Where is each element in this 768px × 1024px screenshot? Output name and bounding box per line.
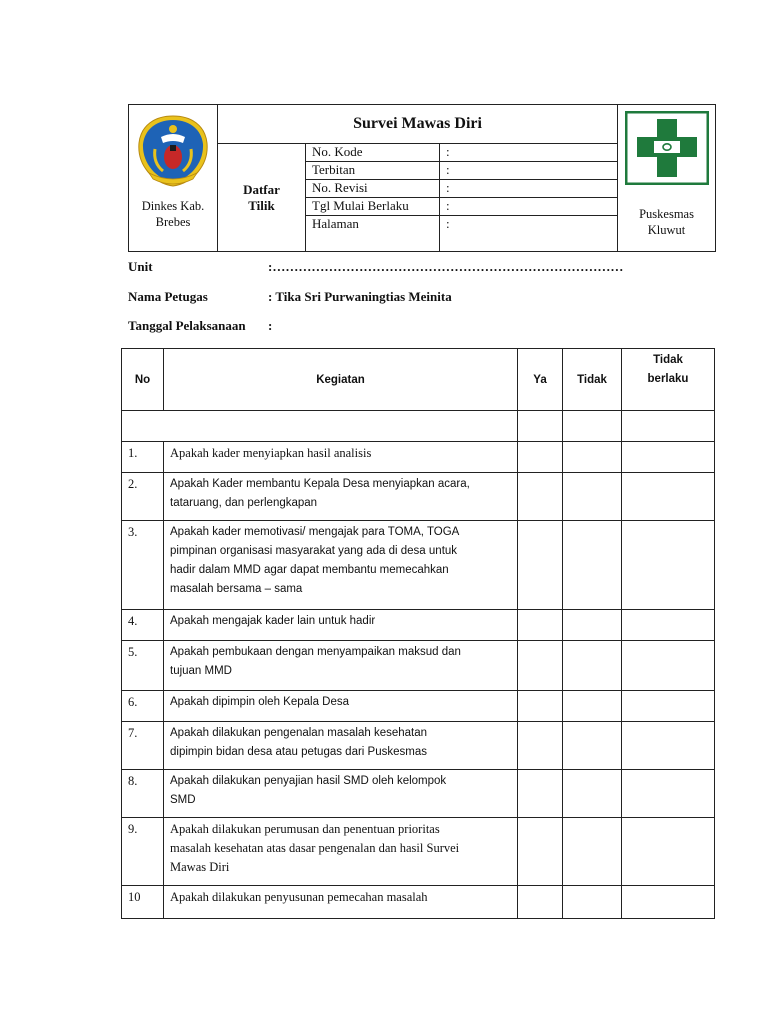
meta-value-no-revisi: : [440,180,618,198]
meta-value-terbitan: : [440,162,618,180]
table-row [122,442,715,473]
ya-cell[interactable] [518,521,563,610]
tidak-cell[interactable] [563,641,622,691]
tanggal-label: Tanggal Pelaksanaan [128,318,246,333]
tidak-berlaku-cell[interactable] [622,521,715,610]
kegiatan-line: Apakah dilakukan penyusunan pemecahan masalah [170,890,428,904]
petugas-label: Nama Petugas [128,289,208,304]
meta-label-halaman: Halaman [306,216,440,252]
tidak-cell[interactable] [563,722,622,770]
tidak-cell[interactable] [563,442,622,473]
table-row [122,770,715,818]
kegiatan-line: masalah kesehatan atas dasar pengenalan dan hasil Survei [170,841,460,855]
row-number: 7. [122,722,164,770]
table-row [122,473,715,521]
row-number: 6. [122,691,164,722]
meta-value-tgl-mulai-berlaku: : [440,198,618,216]
row-number: 10 [122,886,164,919]
row-number: 1. [122,442,164,473]
kegiatan-line: Apakah Kader membantu Kepala Desa menyiapkan acara, [170,478,470,490]
ya-cell[interactable] [518,411,563,442]
tidak-berlaku-cell[interactable] [622,770,715,818]
row-kegiatan [164,886,518,919]
table-row [122,521,715,610]
checklist-table [121,348,715,919]
kegiatan-line: tataruang, dan perlengkapan [170,497,318,509]
kegiatan-line: Apakah dilakukan pengenalan masalah kesehatan [170,727,428,739]
row-kegiatan [164,722,518,770]
kegiatan-line: masalah bersama – sama [170,583,303,595]
kegiatan-line: dipimpin bidan desa atau petugas dari Puskesmas [170,746,427,758]
table-row [122,818,715,886]
header-tidak-berlaku-line1: Tidak [653,354,683,366]
kegiatan-line: SMD [170,794,196,806]
kegiatan-line: hadir dalam MMD agar dapat membantu memecahkan [170,564,449,576]
dinkes-caption-line2: Brebes [155,215,191,229]
tidak-berlaku-cell[interactable] [622,473,715,521]
row-kegiatan [164,691,518,722]
meta-value-no-kode: : [440,144,618,162]
datfar-tilik-label [218,144,306,252]
unit-label: Unit [128,259,153,274]
kegiatan-line: Apakah pembukaan dengan menyampaikan maksud dan [170,646,461,658]
table-row [122,641,715,691]
tidak-cell[interactable] [563,886,622,919]
row-number: 9. [122,818,164,886]
petugas-value: : Tika Sri Purwaningtias Meinita [268,289,452,304]
ya-cell[interactable] [518,442,563,473]
blank-row [122,411,715,442]
datfar-line1: Datfar [243,181,280,197]
kegiatan-line: Apakah dilakukan perumusan dan penentuan prioritas [170,822,440,836]
header-tidak: Tidak [563,349,622,411]
header-ya: Ya [518,349,563,411]
kegiatan-line: Apakah dipimpin oleh Kepala Desa [170,696,350,708]
kegiatan-line: Mawas Diri [170,860,230,874]
row-kegiatan [164,442,518,473]
kegiatan-line: Apakah kader menyiapkan hasil analisis [170,446,372,460]
table-row [122,886,715,919]
header-tidak-berlaku-line2: berlaku [647,373,689,385]
meta-label-tgl-mulai-berlaku: Tgl Mulai Berlaku [306,198,440,216]
ya-cell[interactable] [518,818,563,886]
row-kegiatan [164,641,518,691]
tidak-berlaku-cell[interactable] [622,818,715,886]
tidak-berlaku-cell[interactable] [622,691,715,722]
meta-label-no-kode: No. Kode [306,144,440,162]
ya-cell[interactable] [518,770,563,818]
kegiatan-line: Apakah dilakukan penyajian hasil SMD oleh kelompok [170,775,447,787]
tidak-cell[interactable] [563,411,622,442]
row-kegiatan [164,818,518,886]
tidak-berlaku-cell[interactable] [622,411,715,442]
row-number: 5. [122,641,164,691]
meta-label-terbitan: Terbitan [306,162,440,180]
tidak-berlaku-cell[interactable] [622,442,715,473]
tidak-cell[interactable] [563,691,622,722]
row-kegiatan [164,770,518,818]
unit-value: :……………………………………………………………………… [268,259,624,274]
tanggal-value: : [268,318,273,333]
ya-cell[interactable] [518,691,563,722]
header-no: No [122,349,164,411]
row-number: 4. [122,610,164,641]
document-header [128,104,716,252]
header-kegiatan: Kegiatan [164,349,518,411]
dinkes-brebes-emblem-icon [133,113,213,189]
dinkes-logo-cell [129,105,218,252]
kegiatan-line: pimpinan organisasi masyarakat yang ada di desa untuk [170,545,458,557]
kegiatan-line: Apakah mengajak kader lain untuk hadir [170,615,376,627]
row-kegiatan [164,473,518,521]
table-row [122,691,715,722]
meta-label-no-revisi: No. Revisi [306,180,440,198]
row-number: 2. [122,473,164,521]
row-number: 3. [122,521,164,610]
row-kegiatan [164,521,518,610]
tidak-cell[interactable] [563,521,622,610]
kegiatan-line: tujuan MMD [170,665,232,677]
ya-cell[interactable] [518,641,563,691]
kegiatan-line: Apakah kader memotivasi/ mengajak para TOMA, TOGA [170,526,460,538]
blank-cell [122,411,518,442]
puskesmas-logo-cell [618,105,716,252]
ya-cell[interactable] [518,722,563,770]
meta-value-halaman: : [440,216,618,252]
puskesmas-caption-line2: Kluwut [647,223,686,237]
header-tidak-berlaku [622,349,715,411]
document-title: Survei Mawas Diri [218,105,618,144]
tidak-berlaku-cell[interactable] [622,641,715,691]
dinkes-caption-line1: Dinkes Kab. [141,199,205,213]
tidak-berlaku-cell[interactable] [622,722,715,770]
tidak-berlaku-cell[interactable] [622,610,715,641]
puskesmas-cross-logo-icon [625,111,709,185]
ya-cell[interactable] [518,473,563,521]
table-header-row [122,349,715,411]
table-row [122,610,715,641]
tidak-cell[interactable] [563,473,622,521]
puskesmas-caption-line1: Puskesmas [639,207,694,221]
tidak-cell[interactable] [563,610,622,641]
table-row [122,722,715,770]
row-kegiatan [164,610,518,641]
datfar-line2: Tilik [248,197,275,213]
tidak-berlaku-cell[interactable] [622,886,715,919]
tidak-cell[interactable] [563,818,622,886]
row-number: 8. [122,770,164,818]
ya-cell[interactable] [518,610,563,641]
tidak-cell[interactable] [563,770,622,818]
ya-cell[interactable] [518,886,563,919]
